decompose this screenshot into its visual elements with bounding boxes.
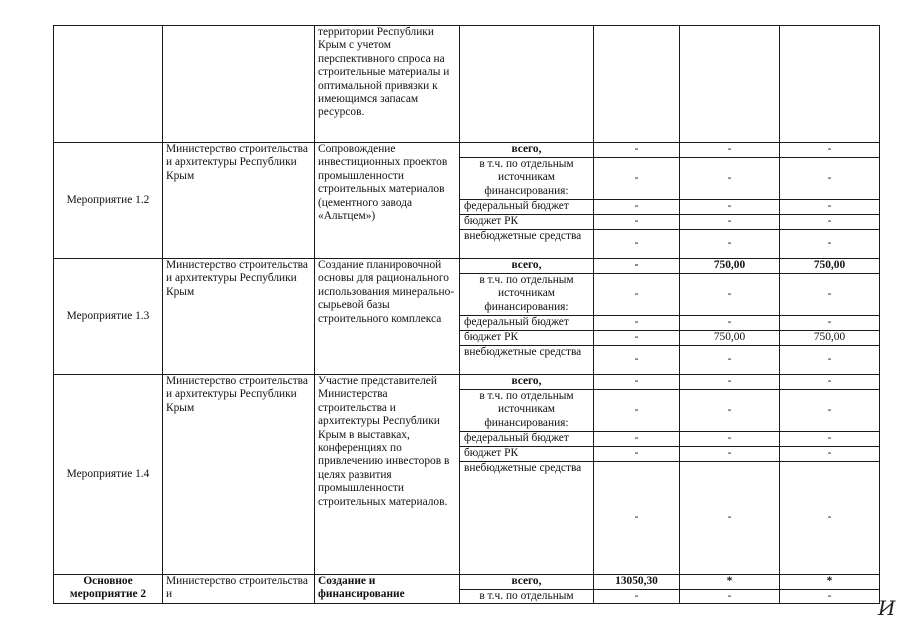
source-total-label: всего, (460, 375, 594, 390)
value-cell: - (780, 462, 880, 575)
value-cell: - (780, 447, 880, 462)
responsible-ministry: Министерство строительства и архитектуры Республики Крым (163, 143, 315, 259)
main-activity-description: Создание и финансирование (315, 575, 460, 604)
value-cell: - (594, 143, 680, 158)
value-cell: - (594, 316, 680, 331)
activity-description: Создание планировочной основы для рационального использования минерально-сырьевой базы строительного комплекса (315, 259, 460, 375)
value-cell: - (594, 590, 680, 604)
source-federal-label: федеральный бюджет (460, 316, 594, 331)
value-cell: 750,00 (780, 331, 880, 346)
value-cell: - (780, 215, 880, 230)
value-cell: - (680, 158, 780, 200)
source-rk-label: бюджет РК (460, 447, 594, 462)
source-breakdown-label: в т.ч. по отдельным источникам финансирования: (460, 274, 594, 316)
source-breakdown-label: в т.ч. по отдельным источникам финансирования: (460, 390, 594, 432)
source-federal-label: федеральный бюджет (460, 200, 594, 215)
source-total-label: всего, (460, 575, 594, 590)
value-cell: - (680, 432, 780, 447)
value-cell: - (594, 259, 680, 274)
value-cell: - (780, 346, 880, 375)
value-cell: 750,00 (680, 331, 780, 346)
source-rk-label: бюджет РК (460, 331, 594, 346)
responsible-ministry: Министерство строительства и (163, 575, 315, 604)
value-cell: - (680, 274, 780, 316)
main-activity-name: Основное мероприятие 2 (54, 575, 163, 604)
source-extra-label: внебюджетные средства (460, 346, 594, 375)
value-cell: - (680, 447, 780, 462)
value-cell: - (780, 432, 880, 447)
continuation-row (54, 26, 880, 143)
value-cell: - (594, 346, 680, 375)
value-cell: - (780, 316, 880, 331)
source-total-label: всего, (460, 259, 594, 274)
value-cell: - (680, 143, 780, 158)
activity-1-4-total-row (54, 375, 880, 390)
value-cell: - (594, 447, 680, 462)
source-breakdown-label: в т.ч. по отдельным источникам финансирования: (460, 158, 594, 200)
value-cell: - (680, 375, 780, 390)
value-cell: - (594, 390, 680, 432)
value-cell: - (594, 331, 680, 346)
source-rk-label: бюджет РК (460, 215, 594, 230)
value-cell: * (680, 575, 780, 590)
value-cell: - (680, 200, 780, 215)
responsible-ministry: Министерство строительства и архитектуры Республики Крым (163, 375, 315, 575)
activity-description: территории Республики Крым с учетом перспективного спроса на строительные материалы и оптимальной привязки к имеющимся запасам ресурсов. (315, 26, 460, 143)
value-cell: * (780, 575, 880, 590)
value-cell: - (594, 462, 680, 575)
value-cell: - (594, 230, 680, 259)
value-cell: - (780, 590, 880, 604)
activity-description: Участие представителей Министерства строительства и архитектуры Республики Крым в выставках, конференциях по привлечению инвесторов в целях развития промышленности строительных материалов. (315, 375, 460, 575)
value-cell: 750,00 (780, 259, 880, 274)
source-breakdown-label: в т.ч. по отдельным (460, 590, 594, 604)
value-cell: 13050,30 (594, 575, 680, 590)
value-cell: - (594, 432, 680, 447)
activity-description: Сопровождение инвестиционных проектов промышленности строительных материалов (цементного завода «Альтцем») (315, 143, 460, 259)
value-cell: - (594, 200, 680, 215)
value-cell: 750,00 (680, 259, 780, 274)
activity-1-3-total-row (54, 259, 880, 274)
value-cell: - (680, 346, 780, 375)
value-cell: - (780, 375, 880, 390)
value-cell: - (780, 200, 880, 215)
activity-name: Мероприятие 1.4 (54, 375, 163, 575)
source-extra-label: внебюджетные средства (460, 462, 594, 575)
value-cell: - (680, 316, 780, 331)
responsible-ministry: Министерство строительства и архитектуры Республики Крым (163, 259, 315, 375)
main-activity-total-row (54, 575, 880, 590)
value-cell: - (594, 158, 680, 200)
value-cell: - (680, 590, 780, 604)
source-total-label: всего, (460, 143, 594, 158)
program-activities-table (53, 25, 880, 604)
value-cell: - (780, 158, 880, 200)
value-cell: - (594, 274, 680, 316)
activity-name: Мероприятие 1.3 (54, 259, 163, 375)
source-federal-label: федеральный бюджет (460, 432, 594, 447)
value-cell: - (594, 215, 680, 230)
source-extra-label: внебюджетные средства (460, 230, 594, 259)
handwritten-initials: И (878, 596, 896, 620)
value-cell: - (680, 230, 780, 259)
activity-name: Мероприятие 1.2 (54, 143, 163, 259)
value-cell: - (780, 143, 880, 158)
value-cell: - (780, 390, 880, 432)
value-cell: - (780, 274, 880, 316)
activity-1-2-total-row (54, 143, 880, 158)
value-cell: - (680, 215, 780, 230)
value-cell: - (680, 390, 780, 432)
value-cell: - (780, 230, 880, 259)
value-cell: - (680, 462, 780, 575)
value-cell: - (594, 375, 680, 390)
